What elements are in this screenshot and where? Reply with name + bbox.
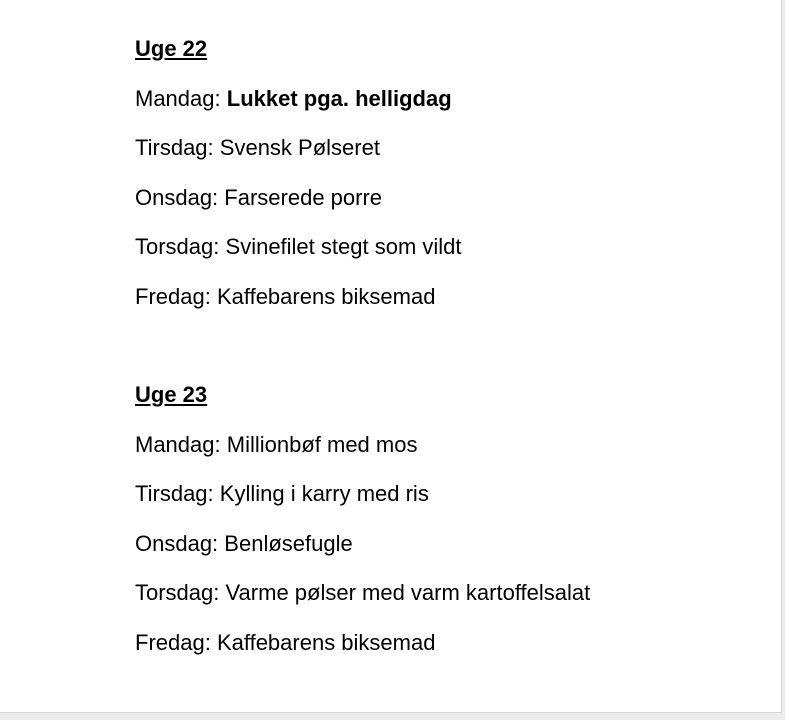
dish-text: Farserede porre	[224, 184, 383, 210]
menu-line-friday	[135, 283, 755, 311]
menu-line-tuesday	[135, 134, 755, 162]
week-section-22	[135, 35, 755, 311]
dish-text: Svensk Pølseret	[219, 135, 380, 160]
menu-line-thursday	[135, 233, 755, 261]
week-section-23	[135, 381, 755, 657]
dish-text: Kaffebarens biksemad	[216, 283, 436, 309]
menu-line-monday	[135, 85, 755, 113]
menu-line-thursday	[135, 579, 755, 607]
menu-line-tuesday	[135, 480, 755, 508]
day-label: Torsdag:	[135, 234, 220, 259]
day-label: Torsdag:	[135, 580, 220, 605]
week-title: Uge 23	[135, 382, 208, 407]
dish-text: Lukket pga. helligdag	[226, 85, 452, 111]
dish-text: Millionbøf med mos	[226, 431, 418, 457]
day-label: Tirsdag:	[135, 135, 214, 160]
day-label: Onsdag:	[135, 530, 219, 556]
menu-line-friday	[135, 629, 755, 657]
day-label: Fredag:	[135, 283, 211, 309]
day-label: Mandag:	[135, 85, 221, 111]
day-label: Onsdag:	[135, 184, 219, 210]
dish-text: Benløsefugle	[224, 530, 353, 556]
week-title: Uge 22	[135, 36, 208, 61]
dish-text: Kaffebarens biksemad	[216, 629, 436, 655]
day-label: Mandag:	[135, 431, 221, 457]
day-label: Tirsdag:	[135, 481, 214, 506]
dish-text: Kylling i karry med ris	[219, 481, 429, 506]
dish-text: Varme pølser med varm kartoffelsalat	[225, 580, 591, 605]
menu-line-wednesday	[135, 184, 755, 212]
menu-line-monday	[135, 431, 755, 459]
dish-text: Svinefilet stegt som vildt	[225, 234, 462, 259]
day-label: Fredag:	[135, 629, 211, 655]
menu-line-wednesday	[135, 530, 755, 558]
